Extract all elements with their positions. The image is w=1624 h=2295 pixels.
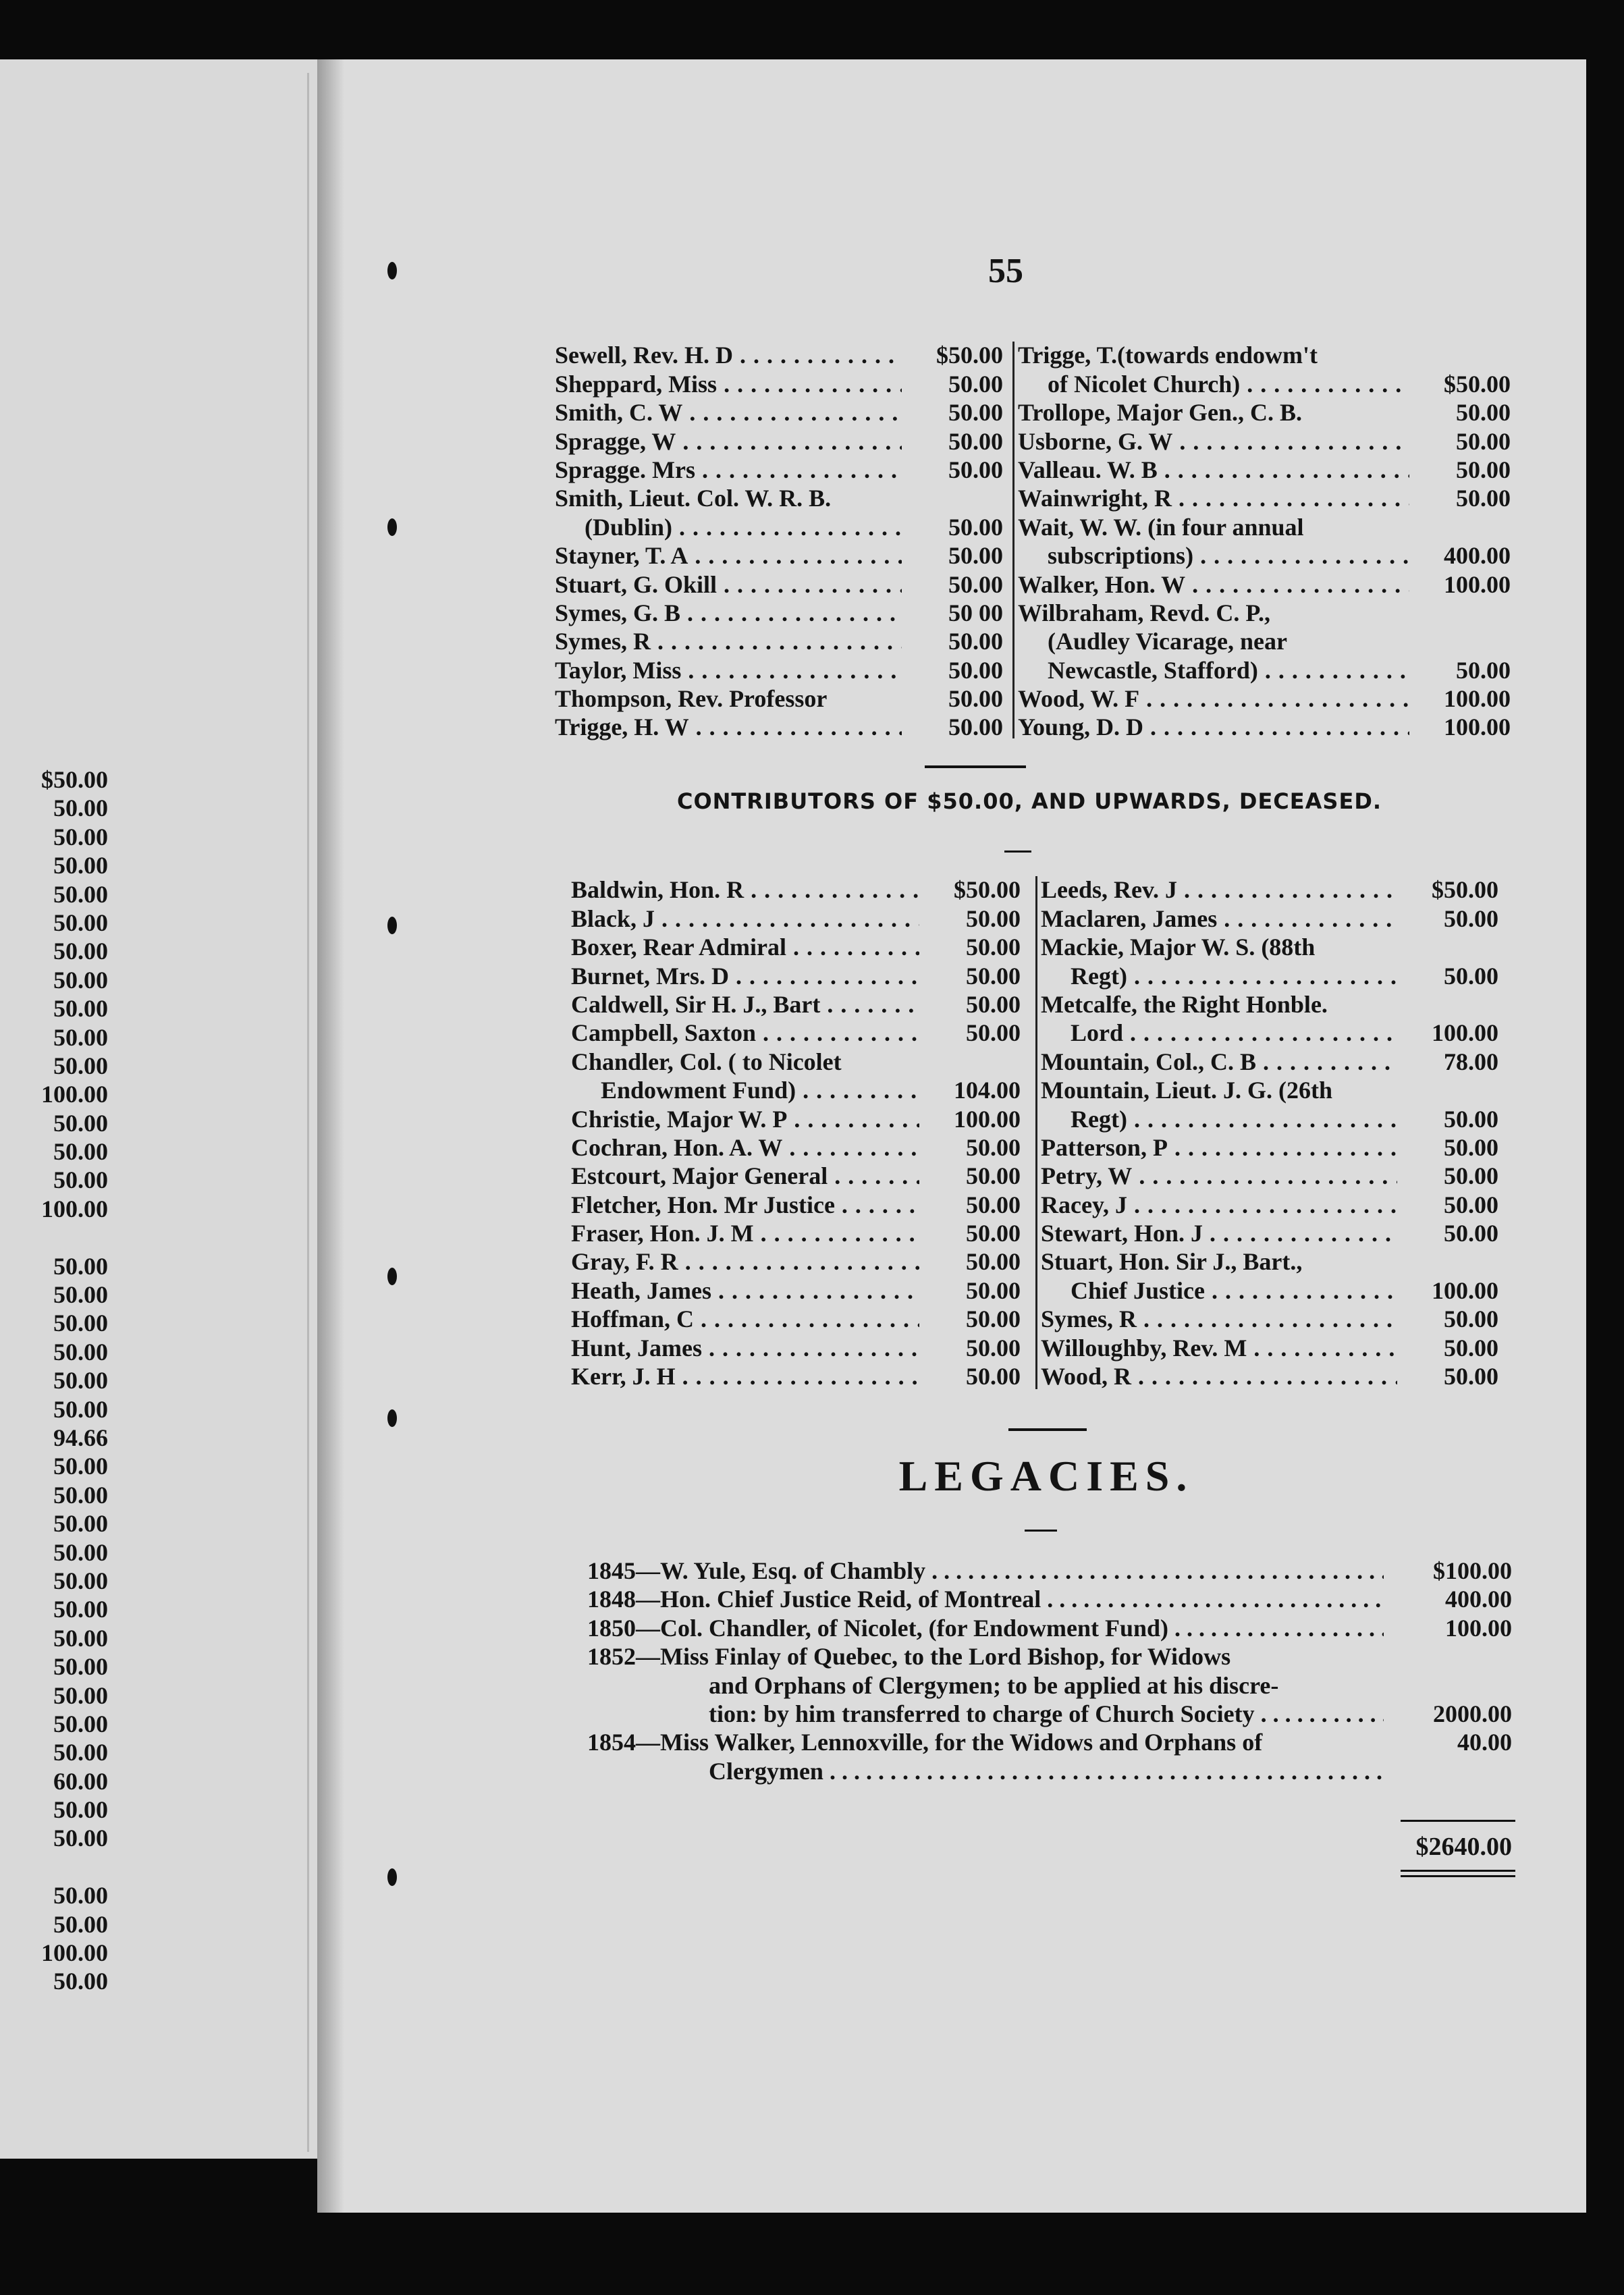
contributor-amount: 50.00 <box>966 1334 1021 1361</box>
contributor-row <box>1041 1275 1498 1303</box>
left-page-amount: 50.00 <box>53 823 108 850</box>
left-page-amount: 50.00 <box>53 1796 108 1824</box>
contributor-row <box>1041 1332 1498 1361</box>
section-rule <box>1008 1428 1087 1431</box>
contributor-name: Cochran, Hon. A. W . . . <box>571 1134 919 1161</box>
contributor-name: Sheppard, Miss . . . <box>555 371 902 398</box>
contributor-row <box>1018 455 1511 483</box>
contributor-name: Chief Justice . . . <box>1041 1277 1397 1304</box>
contributor-row <box>571 961 1021 989</box>
section-rule <box>925 765 1026 768</box>
contributor-amount: 50.00 <box>1444 1363 1498 1390</box>
left-page-amount: 50.00 <box>53 1710 108 1737</box>
contributor-name: Kerr, J. H . . . <box>571 1363 919 1390</box>
contributor-name: Trigge, T.(towards endowm't <box>1018 342 1318 369</box>
left-page-amount: 50.00 <box>53 1882 108 1910</box>
legacy-row <box>587 1700 1512 1728</box>
contributor-amount: 50.00 <box>948 542 1003 570</box>
contributor-name: (Dublin) . . . <box>555 514 902 541</box>
left-page-amount <box>7 1853 108 1881</box>
gutter-shadow <box>317 59 344 2213</box>
contributor-name: Stuart, G. Okill . . . <box>555 571 902 598</box>
left-page-amount: 100.00 <box>41 1939 108 1967</box>
contributor-amount: 50.00 <box>948 427 1003 455</box>
binding-hole <box>387 917 397 934</box>
legacy-amount: $100.00 <box>1433 1557 1512 1584</box>
left-page-amount: 50.00 <box>53 1166 108 1194</box>
contributor-name: Wait, W. W. (in four annual <box>1018 513 1304 541</box>
contributor-row <box>1018 398 1511 426</box>
contributor-row <box>555 598 1003 626</box>
contributor-amount: 50.00 <box>966 962 1021 990</box>
contributor-name: Wilbraham, Revd. C. P., <box>1018 599 1271 626</box>
left-page-amount: 50.00 <box>53 1395 108 1423</box>
contributor-amount: 50.00 <box>1444 1334 1498 1361</box>
left-page-amount: 100.00 <box>41 1195 108 1222</box>
contributor-amount: 50.00 <box>1456 399 1511 427</box>
contributor-name: Hunt, James . . . <box>571 1334 919 1361</box>
legacy-row <box>587 1585 1512 1613</box>
left-page-edge <box>307 73 309 2152</box>
contributor-row <box>571 875 1021 903</box>
contributor-row <box>1018 541 1511 569</box>
legacy-text: and Orphans of Clergymen; to be applied at his discre- <box>709 1671 1279 1699</box>
left-page-amount: 94.66 <box>53 1424 108 1451</box>
contributor-name: Chandler, Col. ( to Nicolet <box>571 1048 842 1075</box>
contributor-name: Petry, W . . . <box>1041 1162 1397 1189</box>
total-rule-top <box>1401 1820 1515 1822</box>
contributor-name: subscriptions) . . . <box>1018 542 1409 569</box>
contributor-row <box>571 932 1021 961</box>
contributor-amount: 50.00 <box>966 1248 1021 1276</box>
contributor-row <box>1041 1189 1498 1218</box>
contributor-row <box>1041 1104 1498 1132</box>
contributor-row <box>571 1304 1021 1332</box>
legacy-row <box>587 1557 1512 1585</box>
contributor-row <box>1018 426 1511 454</box>
contributor-name: Regt) . . . <box>1041 963 1397 990</box>
contributor-amount: 100.00 <box>1444 570 1511 598</box>
contributor-row <box>555 541 1003 569</box>
contributor-row <box>1018 684 1511 712</box>
contributor-row <box>1041 1161 1498 1189</box>
legacy-text: tion: by him transferred to charge of Church Society . . . <box>587 1700 1384 1728</box>
contributor-row <box>1041 1046 1498 1075</box>
contributor-amount: $50.00 <box>1432 876 1498 904</box>
contributor-amount: 50.00 <box>966 1133 1021 1161</box>
contributor-row <box>555 483 1003 512</box>
contributor-amount: 50.00 <box>948 713 1003 741</box>
contributor-amount: 50.00 <box>1456 656 1511 684</box>
contributor-amount: 104.00 <box>954 1077 1021 1104</box>
left-page-amount: 50.00 <box>53 880 108 908</box>
short-rule <box>1004 850 1031 853</box>
deceased-column-right <box>1041 875 1498 1390</box>
contributor-name: Mountain, Lieut. J. G. (26th <box>1041 1077 1333 1104</box>
deceased-column-left <box>571 875 1021 1390</box>
contributor-amount: 50.00 <box>1456 485 1511 512</box>
left-page-amount: 50.00 <box>53 966 108 994</box>
legacy-text: 1852—Miss Finlay of Quebec, to the Lord Bishop, for Widows <box>587 1643 1231 1671</box>
left-page-amount <box>7 1223 108 1251</box>
left-page-amount: 50.00 <box>53 909 108 936</box>
contributor-row <box>1018 369 1511 397</box>
contributor-amount: 400.00 <box>1444 542 1511 570</box>
contributor-row <box>571 1275 1021 1303</box>
contributor-name: Stuart, Hon. Sir J., Bart., <box>1041 1248 1303 1276</box>
contributor-row <box>571 1247 1021 1275</box>
contributor-row <box>555 655 1003 683</box>
contributor-row <box>555 569 1003 597</box>
contributor-name: Lord . . . <box>1041 1019 1397 1046</box>
column-divider <box>1035 876 1037 1389</box>
contributor-name: Trollope, Major Gen., C. B. <box>1018 399 1302 427</box>
contributor-name: Racey, J . . . <box>1041 1191 1397 1218</box>
left-page-amount: 50.00 <box>53 852 108 880</box>
contributor-amount: 50.00 <box>966 1019 1021 1047</box>
left-page-amount: 50.00 <box>53 1453 108 1480</box>
left-page-amount: 50.00 <box>53 1281 108 1309</box>
contributor-row <box>1041 1247 1498 1275</box>
contributor-name: Willoughby, Rev. M . . . <box>1041 1334 1397 1361</box>
contributor-name: Gray, F. R . . . <box>571 1248 919 1275</box>
left-page-amount: 50.00 <box>53 1052 108 1079</box>
contributor-amount: 50.00 <box>948 656 1003 684</box>
contributor-row <box>555 712 1003 740</box>
contributor-name: Young, D. D . . . <box>1018 713 1409 740</box>
contributor-amount: 50.00 <box>966 1191 1021 1218</box>
legacies-list <box>587 1557 1512 1785</box>
contributor-amount: 50.00 <box>1444 1305 1498 1333</box>
contributor-name: Spragge. Mrs . . . <box>555 456 902 483</box>
page-number: 55 <box>988 252 1023 290</box>
contributor-row <box>1041 1075 1498 1104</box>
contributor-name: Wood, W. F . . . <box>1018 685 1409 712</box>
contributor-row <box>555 369 1003 397</box>
contributor-name: (Audley Vicarage, near <box>1048 628 1287 655</box>
contributor-row <box>555 512 1003 540</box>
contributor-row <box>1041 1218 1498 1247</box>
contributor-name: Stayner, T. A . . . <box>555 542 902 569</box>
contributor-amount: 50.00 <box>1444 1191 1498 1218</box>
contributor-amount: 50.00 <box>948 456 1003 483</box>
contributor-name: Boxer, Rear Admiral . . . <box>571 934 919 961</box>
left-page-amount: 50.00 <box>53 1109 108 1137</box>
contributor-row <box>1018 483 1511 512</box>
left-page-amount: 50.00 <box>53 1825 108 1852</box>
legacies-total: $2640.00 <box>1415 1833 1512 1861</box>
contributor-amount: 50.00 <box>966 1363 1021 1390</box>
contributor-row <box>1041 1018 1498 1046</box>
contributor-name: Stewart, Hon. J . . . <box>1041 1220 1397 1247</box>
contributor-amount: 50.00 <box>966 1276 1021 1304</box>
contributor-row <box>571 1332 1021 1361</box>
left-page-amount: 50.00 <box>53 1252 108 1280</box>
total-rule-double <box>1401 1875 1515 1877</box>
contributor-amount: 100.00 <box>954 1105 1021 1133</box>
contributor-row <box>1041 903 1498 932</box>
contributor-name: Estcourt, Major General . . . <box>571 1162 919 1189</box>
contributor-row <box>571 1161 1021 1189</box>
contributor-row <box>571 1075 1021 1104</box>
legacy-row <box>587 1614 1512 1642</box>
contributor-name: Taylor, Miss . . . <box>555 657 902 684</box>
left-page-amount: 50.00 <box>53 1338 108 1366</box>
contributor-name: of Nicolet Church) . . . <box>1018 371 1409 398</box>
contributor-amount: 50.00 <box>966 990 1021 1018</box>
contributor-name: Christie, Major W. P . . . <box>571 1106 919 1133</box>
contributor-row <box>1018 655 1511 683</box>
contributor-row <box>555 426 1003 454</box>
contributor-amount: 100.00 <box>1432 1019 1498 1047</box>
legacy-text: 1848—Hon. Chief Justice Reid, of Montreal . . . <box>587 1585 1384 1613</box>
contributor-name: Metcalfe, the Right Honble. <box>1041 990 1328 1018</box>
contributor-row <box>1018 340 1511 369</box>
contributor-amount: 100.00 <box>1432 1276 1498 1304</box>
binding-hole <box>387 1268 397 1285</box>
contributor-row <box>1018 712 1511 740</box>
contributor-name: Leeds, Rev. J . . . <box>1041 876 1397 903</box>
contributor-amount: 78.00 <box>1444 1048 1498 1075</box>
contributor-amount: 50.00 <box>1444 905 1498 932</box>
contributor-amount: 50.00 <box>966 1220 1021 1247</box>
contributor-amount: 50.00 <box>948 370 1003 398</box>
left-page-amount: 100.00 <box>41 1081 108 1108</box>
contributor-amount: 50.00 <box>966 905 1021 932</box>
contributor-row <box>1041 990 1498 1018</box>
legacy-text: 1850—Col. Chandler, of Nicolet, (for Endowment Fund) . . . <box>587 1614 1384 1642</box>
contributor-amount: $50.00 <box>936 342 1003 369</box>
contributor-name: Maclaren, James . . . <box>1041 905 1397 932</box>
contributor-row <box>1041 1361 1498 1390</box>
contributor-name: Fletcher, Hon. Mr Justice . . . <box>571 1191 919 1218</box>
left-page-amount: 50.00 <box>53 794 108 822</box>
left-page-amount: 50.00 <box>53 938 108 965</box>
contributor-name: Usborne, G. W . . . <box>1018 428 1409 455</box>
contributor-row <box>555 455 1003 483</box>
contributor-row <box>1041 1304 1498 1332</box>
contributor-name: Fraser, Hon. J. M . . . <box>571 1220 919 1247</box>
contributor-amount: 50.00 <box>966 934 1021 961</box>
contributor-amount: 50.00 <box>1444 1162 1498 1190</box>
contributor-row <box>1041 875 1498 903</box>
left-page <box>0 59 352 2159</box>
contributor-name: Newcastle, Stafford) . . . <box>1018 657 1409 684</box>
short-rule <box>1025 1530 1057 1532</box>
contributor-amount: 50.00 <box>1456 456 1511 483</box>
left-page-amount: 50.00 <box>53 1653 108 1681</box>
legacy-row <box>587 1728 1512 1756</box>
contributor-row <box>1018 569 1511 597</box>
contributor-name: Burnet, Mrs. D . . . <box>571 963 919 990</box>
contributor-name: Valleau. W. B . . . <box>1018 456 1409 483</box>
binding-hole <box>387 1868 397 1886</box>
contributor-row <box>571 903 1021 932</box>
left-page-amount: 50.00 <box>53 1538 108 1566</box>
left-page-amount: 50.00 <box>53 1138 108 1166</box>
contributor-name: Thompson, Rev. Professor <box>555 685 828 713</box>
contributor-row <box>571 1104 1021 1132</box>
contributor-amount: 100.00 <box>1444 713 1511 741</box>
left-page-amount: 60.00 <box>53 1767 108 1795</box>
left-page-amounts <box>7 765 108 1996</box>
contributor-name: Spragge, W . . . <box>555 428 902 455</box>
contributor-name: Hoffman, C . . . <box>571 1305 919 1332</box>
legacy-row <box>587 1671 1512 1700</box>
contributor-row <box>571 1046 1021 1075</box>
contributor-row <box>571 1018 1021 1046</box>
left-page-amount: 50.00 <box>53 1023 108 1051</box>
contributor-name: Walker, Hon. W . . . <box>1018 571 1409 598</box>
left-page-amount: 50.00 <box>53 1910 108 1938</box>
legacy-amount: 100.00 <box>1445 1614 1512 1642</box>
contributor-row <box>555 398 1003 426</box>
legacies-heading: LEGACIES. <box>898 1452 1194 1500</box>
contributor-amount: 50.00 <box>948 628 1003 655</box>
contributor-amount: $50.00 <box>954 876 1021 904</box>
contributor-amount: 50.00 <box>948 513 1003 541</box>
contributor-name: Patterson, P . . . <box>1041 1134 1397 1161</box>
contributor-row <box>1018 512 1511 540</box>
contributor-name: Smith, Lieut. Col. W. R. B. <box>555 485 832 512</box>
left-page-amount: 50.00 <box>53 1510 108 1538</box>
left-page-amount: $50.00 <box>41 766 108 793</box>
left-page-amount: 50.00 <box>53 1681 108 1709</box>
legacy-text: 1854—Miss Walker, Lennoxville, for the Widows and Orphans of <box>587 1729 1263 1756</box>
contributor-amount: 50.00 <box>948 685 1003 713</box>
contributor-row <box>1041 932 1498 961</box>
contributor-row <box>571 1361 1021 1390</box>
contributor-name: Smith, C. W . . . <box>555 399 902 426</box>
contributor-row <box>555 684 1003 712</box>
contributor-name: Mackie, Major W. S. (88th <box>1041 934 1316 961</box>
binding-hole <box>387 1409 397 1427</box>
contributor-amount: 50.00 <box>966 1162 1021 1190</box>
contributor-row <box>571 990 1021 1018</box>
binding-hole <box>387 262 397 279</box>
contributor-name: Trigge, H. W . . . <box>555 713 902 740</box>
legacy-row <box>587 1757 1512 1785</box>
left-page-amount: 50.00 <box>53 1310 108 1337</box>
column-divider <box>1012 342 1014 738</box>
contributor-row <box>1018 598 1511 626</box>
contributor-amount: 50.00 <box>948 570 1003 598</box>
contributor-amount: 50.00 <box>966 1305 1021 1333</box>
contributor-name: Symes, R . . . <box>1041 1305 1397 1332</box>
contributor-name: Symes, R . . . <box>555 628 902 655</box>
legacy-amount: 400.00 <box>1445 1586 1512 1613</box>
contributor-amount: 50.00 <box>948 399 1003 427</box>
contributor-row <box>1018 626 1511 655</box>
contributor-name: Baldwin, Hon. R . . . <box>571 876 919 903</box>
contributor-amount: 50 00 <box>948 599 1003 626</box>
left-page-amount: 50.00 <box>53 1367 108 1395</box>
contributor-name: Symes, G. B . . . <box>555 599 902 626</box>
contributor-amount: 50.00 <box>1444 1105 1498 1133</box>
left-page-amount: 50.00 <box>53 1968 108 1995</box>
legacy-row <box>587 1642 1512 1671</box>
left-page-amount: 50.00 <box>53 1596 108 1623</box>
contributor-row <box>1041 1133 1498 1161</box>
contributor-row <box>571 1218 1021 1247</box>
left-page-amount: 50.00 <box>53 1567 108 1594</box>
contributor-amount: 50.00 <box>1444 1133 1498 1161</box>
left-page-amount: 50.00 <box>53 1481 108 1509</box>
binding-hole <box>387 518 397 536</box>
contributor-amount: 50.00 <box>1444 962 1498 990</box>
deceased-heading: CONTRIBUTORS OF $50.00, AND UPWARDS, DECEASED. <box>676 788 1382 814</box>
contributor-name: Mountain, Col., C. B . . . <box>1041 1048 1397 1075</box>
contributor-name: Black, J . . . <box>571 905 919 932</box>
contributor-row <box>571 1189 1021 1218</box>
contributor-amount: $50.00 <box>1444 370 1511 398</box>
contributors-column-left <box>555 340 1003 740</box>
legacy-amount: 2000.00 <box>1433 1700 1512 1728</box>
contributor-row <box>1041 961 1498 989</box>
contributor-row <box>571 1133 1021 1161</box>
legacy-amount: 40.00 <box>1457 1729 1512 1756</box>
contributor-name: Endowment Fund) . . . <box>571 1077 919 1104</box>
contributors-column-right <box>1018 340 1511 740</box>
contributor-row <box>555 626 1003 655</box>
contributor-amount: 100.00 <box>1444 685 1511 713</box>
contributor-name: Wood, R . . . <box>1041 1363 1397 1390</box>
contributor-name: Wainwright, R . . . <box>1018 485 1409 512</box>
contributor-name: Heath, James . . . <box>571 1277 919 1304</box>
contributor-name: Regt) . . . <box>1041 1106 1397 1133</box>
left-page-amount: 50.00 <box>53 1624 108 1652</box>
left-page-amount: 50.00 <box>53 995 108 1023</box>
legacy-text: 1845—W. Yule, Esq. of Chambly . . . <box>587 1557 1384 1585</box>
total-rule-bottom <box>1401 1870 1515 1872</box>
contributor-amount: 50.00 <box>1444 1220 1498 1247</box>
contributor-name: Campbell, Saxton . . . <box>571 1019 919 1046</box>
legacy-text: Clergymen . . . <box>587 1757 1384 1785</box>
contributor-amount: 50.00 <box>1456 427 1511 455</box>
contributor-row <box>555 340 1003 369</box>
contributor-name: Caldwell, Sir H. J., Bart . . . <box>571 991 919 1018</box>
left-page-amount: 50.00 <box>53 1739 108 1766</box>
contributor-name: Sewell, Rev. H. D . . . <box>555 342 902 369</box>
